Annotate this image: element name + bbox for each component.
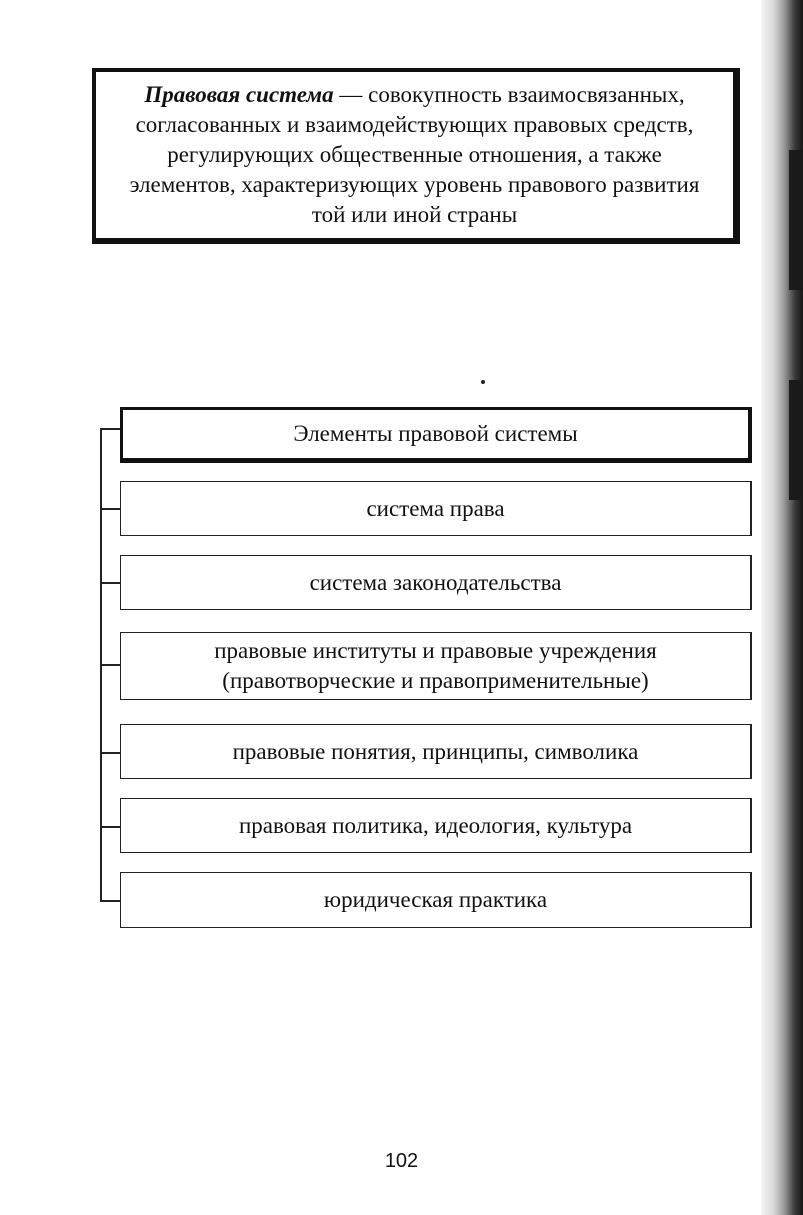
diagram-item-box: [120, 724, 752, 779]
definition-box: [92, 68, 740, 244]
diagram-item-line1: система права: [366, 495, 505, 521]
diagram-item-box: [120, 555, 752, 610]
diagram-item-box: [120, 798, 752, 853]
diagram-header: Элементы правовой системы: [293, 421, 578, 446]
diagram-item-line1: система законодательства: [309, 569, 562, 595]
definition-paragraph: [114, 80, 715, 230]
diagram-connector: [100, 428, 120, 430]
diagram-item-box: [120, 481, 752, 536]
diagram-item-line1: правовые понятия, принципы, символика: [232, 738, 639, 764]
diagram-connector: [100, 900, 120, 902]
diagram-connector: [100, 582, 120, 584]
diagram-item-box: [120, 632, 752, 700]
diagram-connector: [100, 752, 120, 754]
diagram-item-line2: (правотворческие и правоприменительные): [222, 668, 649, 693]
diagram-item-line1: правовая политика, идеология, культура: [238, 812, 633, 838]
page-edge-mark: [789, 380, 803, 500]
diagram-header-box: [120, 407, 752, 463]
diagram-item-line1: юридическая практика: [323, 887, 548, 912]
diagram-connector: [100, 826, 120, 828]
definition-term: Правовая система: [144, 82, 334, 107]
diagram-item-box: [120, 872, 752, 928]
definition-text: — совокупность взаимосвязанных, согласованных и взаимодействующих правовых средств, регулирующих общественные отношения, а также элементов, характеризующих уровень правового развития той или иной страны: [129, 82, 700, 227]
diagram-item-line1: правовые институты и правовые учреждения: [214, 638, 657, 663]
page-edge-mark: [789, 150, 803, 290]
diagram-connector: [100, 508, 120, 510]
page-number: 102: [384, 1150, 419, 1172]
diagram-connector: [100, 664, 120, 666]
stray-dot: [481, 380, 485, 384]
